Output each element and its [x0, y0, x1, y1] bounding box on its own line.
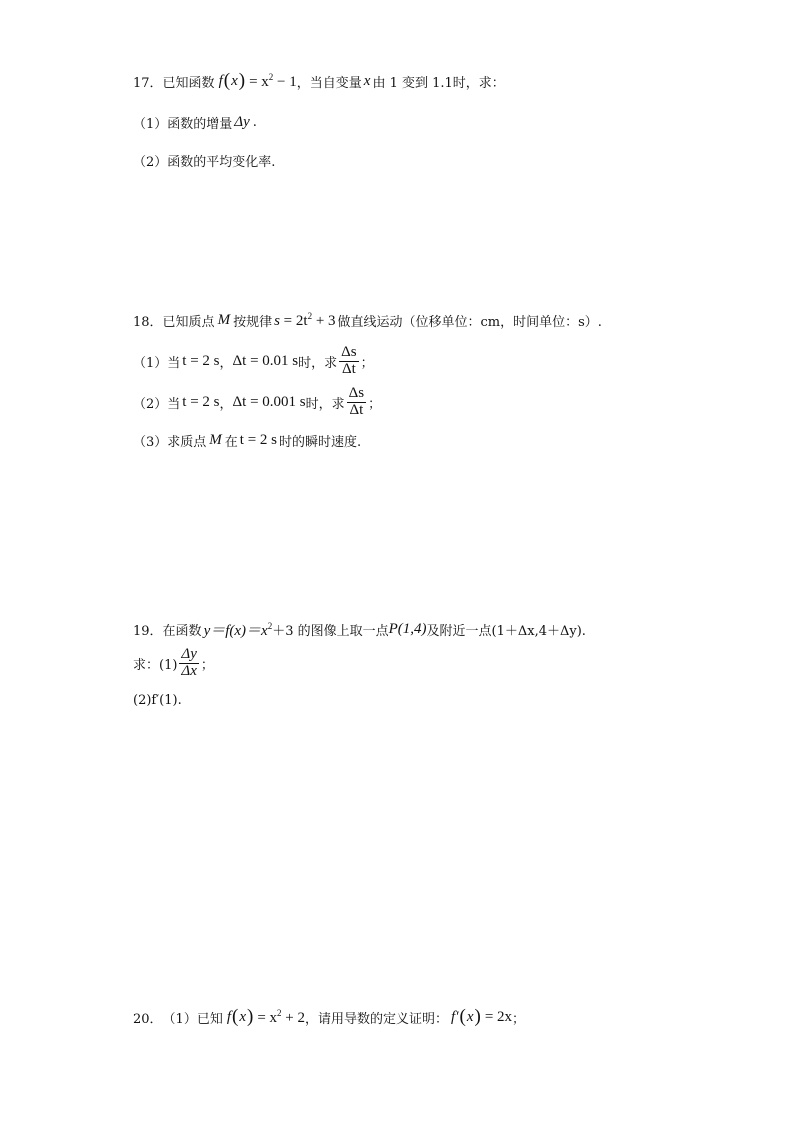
q18-p2-fraction: $\frac{\Delta s}{\Delta t}$: [348, 385, 365, 418]
q18-intro: 已知质点: [162, 315, 215, 330]
q18-statement: [133, 311, 602, 330]
q19-part2-text: (2)f′(1).: [133, 693, 182, 708]
q17-func: f: [218, 72, 223, 89]
q17-var: x: [231, 72, 238, 89]
q18-p3-tail: 时的瞬时速度.: [279, 435, 362, 450]
q18-p1-sep: ，: [219, 355, 233, 371]
q17-number: 17．: [133, 75, 163, 91]
q18-p1-fraction: $\frac{\Delta s}{\Delta t}$: [341, 344, 357, 377]
q19-ask: [133, 647, 214, 680]
q18-p1-dt: Δt = 0.01 s: [232, 352, 299, 369]
q20-var: x: [239, 1008, 246, 1025]
q17-statement: 17． 已知函数 f ( x ) = $x^2 - 1$ ，当自变量 x 由 1 变到 1.1时，求：: [133, 70, 505, 91]
q18-part3: [133, 431, 361, 450]
q17-rhs: = $x^2 - 1$: [249, 71, 297, 90]
q20-deriv: f′: [451, 1008, 459, 1025]
q17-part2: [133, 151, 275, 170]
q19-text-c: 及附近一点(1＋Δx,4＋Δy).: [426, 624, 586, 639]
q17-tail: 由 1 变到 1.1时，求：: [372, 75, 505, 91]
q19-fraction: $\frac{\Delta y}{\Delta x}$: [181, 646, 197, 679]
q18-p3-mid: 在: [224, 435, 238, 450]
q17-intro: 已知函数: [162, 75, 215, 91]
q17-part1-sym: Δy: [234, 114, 250, 130]
q19-ask-label: 求：(1): [133, 657, 178, 673]
q20-var2: x: [466, 1008, 474, 1025]
q18-p2-end: ；: [368, 396, 382, 412]
q18-p1-ask: 时，求: [298, 355, 338, 371]
q18-law-label: 按规律: [233, 315, 273, 330]
q19-formula: $y=f(x)=x^2$: [203, 621, 273, 639]
q18-p3-m: M: [209, 432, 222, 448]
q18-p2-ask: 时，求: [305, 396, 345, 412]
q20-number: 20．: [133, 1011, 163, 1027]
q18-point: M: [217, 312, 231, 328]
q18-tail: 做直线运动（位移单位：cm，时间单位：s）.: [337, 315, 602, 330]
q18-p2-label: （2）当: [133, 396, 181, 412]
q20-result: = 2x: [484, 1008, 513, 1025]
q18-number: 18．: [133, 315, 163, 330]
q18-p2-dt: Δt = 0.001 s: [232, 393, 306, 410]
q17-part1-label: （1）函数的增量: [133, 117, 233, 132]
q20-func: f: [226, 1008, 231, 1025]
q19-ask-end: ；: [200, 657, 214, 673]
q18-part2: [133, 386, 381, 419]
q18-p1-t: t = 2 s: [182, 352, 220, 369]
q18-law: $s = 2t^2 + 3$: [274, 311, 336, 329]
q19-text-b: ＋3 的图像上取一点: [272, 624, 389, 639]
q19-statement: [133, 619, 586, 640]
q20-label: （1）已知: [162, 1011, 223, 1027]
q18-p3-t: t = 2 s: [239, 432, 278, 448]
q18-p1-end: ；: [360, 355, 374, 371]
q19-number: 19．: [133, 624, 163, 639]
q19-part2: [133, 693, 182, 708]
q20-rhs: = $x^2 + 2$: [257, 1007, 306, 1026]
q17-part1: [133, 113, 257, 132]
q20-mid: ，请用导数的定义证明：: [305, 1011, 449, 1027]
q19-text-a: 在函数: [162, 624, 202, 639]
q17-var2: x: [363, 72, 371, 89]
q20-end: ；: [512, 1011, 526, 1027]
q18-p2-t: t = 2 s: [182, 393, 220, 410]
q18-part1: [133, 345, 374, 378]
q17-part1-end: .: [252, 115, 257, 130]
q17-mid: ，当自变量: [296, 75, 362, 91]
q17-part2-text: （2）函数的平均变化率.: [133, 155, 276, 170]
q18-p2-sep: ，: [219, 396, 233, 412]
q18-p3-label: （3）求质点: [133, 435, 207, 450]
q19-point: P(1,4): [388, 621, 427, 637]
q20-statement: 20． （1）已知 f ( x ) = $x^2 + 2$ ，请用导数的定义证明： f′ ( x ) = 2x ；: [133, 1006, 526, 1027]
q18-p1-label: （1）当: [133, 355, 181, 371]
